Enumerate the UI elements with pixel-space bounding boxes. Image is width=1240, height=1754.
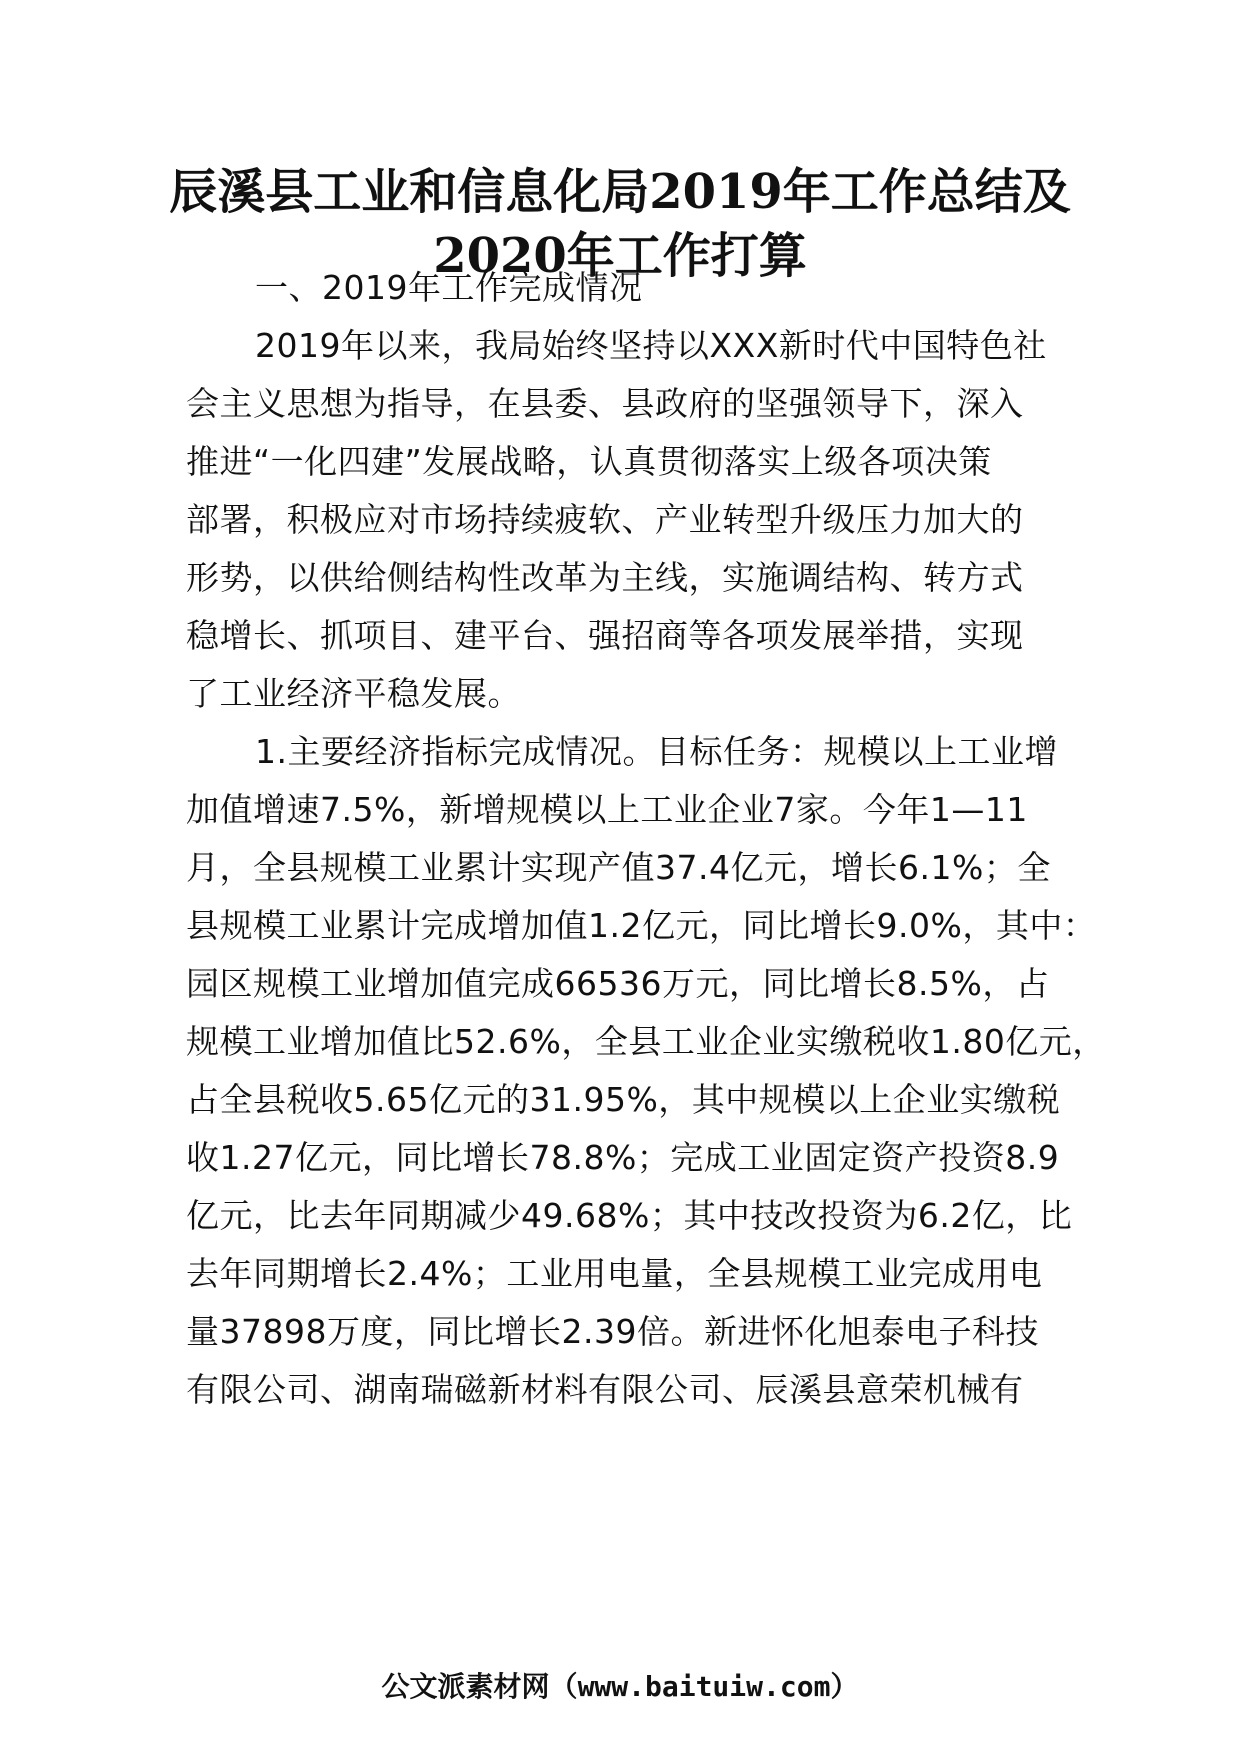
footer-site-name: 公文派素材网（ [381,1670,578,1703]
footer-watermark [0,1667,1240,1707]
paragraph-1-line: 部署，积极应对市场持续疲软、产业转型升级压力加大的 [186,500,1024,539]
paragraph-2-line: 县规模工业累计完成增加值1.2亿元，同比增长9.0%，其中： [186,906,1097,945]
paragraph-1-line: 了工业经济平稳发展。 [186,674,521,713]
footer-url: www.baituiw.com [577,1670,831,1703]
document-title-line-1: 辰溪县工业和信息化局2019年工作总结及 [169,164,1071,220]
paragraph-2-line: 去年同期增长2.4%；工业用电量，全县规模工业完成用电 [186,1254,1043,1293]
paragraph-1-line: 形势，以供给侧结构性改革为主线，实施调结构、转方式 [186,558,1024,597]
paragraph-2-line: 加值增速7.5%，新增规模以上工业企业7家。今年1—11 [186,790,1028,829]
paragraph-1-line: 会主义思想为指导，在县委、县政府的坚强领导下，深入 [186,384,1024,423]
paragraph-1-line: 2019年以来，我局始终坚持以XXX新时代中国特色社 [255,326,1047,365]
paragraph-2-line: 收1.27亿元，同比增长78.8%；完成工业固定资产投资8.9 [186,1138,1060,1177]
paragraph-2-line: 规模工业增加值比52.6%，全县工业企业实缴税收1.80亿元， [186,1022,1106,1061]
footer-close-paren: ） [830,1670,859,1703]
section-heading: 一、2019年工作完成情况 [255,268,643,307]
document-title-line-2: 2020年工作打算 [433,228,807,284]
paragraph-1-line: 稳增长、抓项目、建平台、强招商等各项发展举措，实现 [186,616,1024,655]
paragraph-2-line: 有限公司、湖南瑞磁新材料有限公司、辰溪县意荣机械有 [186,1370,1024,1409]
paragraph-2-line: 月，全县规模工业累计实现产值37.4亿元，增长6.1%；全 [186,848,1051,887]
paragraph-2-line: 1.主要经济指标完成情况。目标任务：规模以上工业增 [255,732,1058,771]
paragraph-1-line: 推进“一化四建”发展战略，认真贯彻落实上级各项决策 [186,442,992,481]
paragraph-2-line: 占全县税收5.65亿元的31.95%，其中规模以上企业实缴税 [186,1080,1061,1119]
paragraph-2-line: 园区规模工业增加值完成66536万元，同比增长8.5%，占 [186,964,1050,1003]
paragraph-2-line: 量37898万度，同比增长2.39倍。新进怀化旭泰电子科技 [186,1312,1039,1351]
paragraph-2-line: 亿元，比去年同期减少49.68%；其中技改投资为6.2亿，比 [186,1196,1073,1235]
